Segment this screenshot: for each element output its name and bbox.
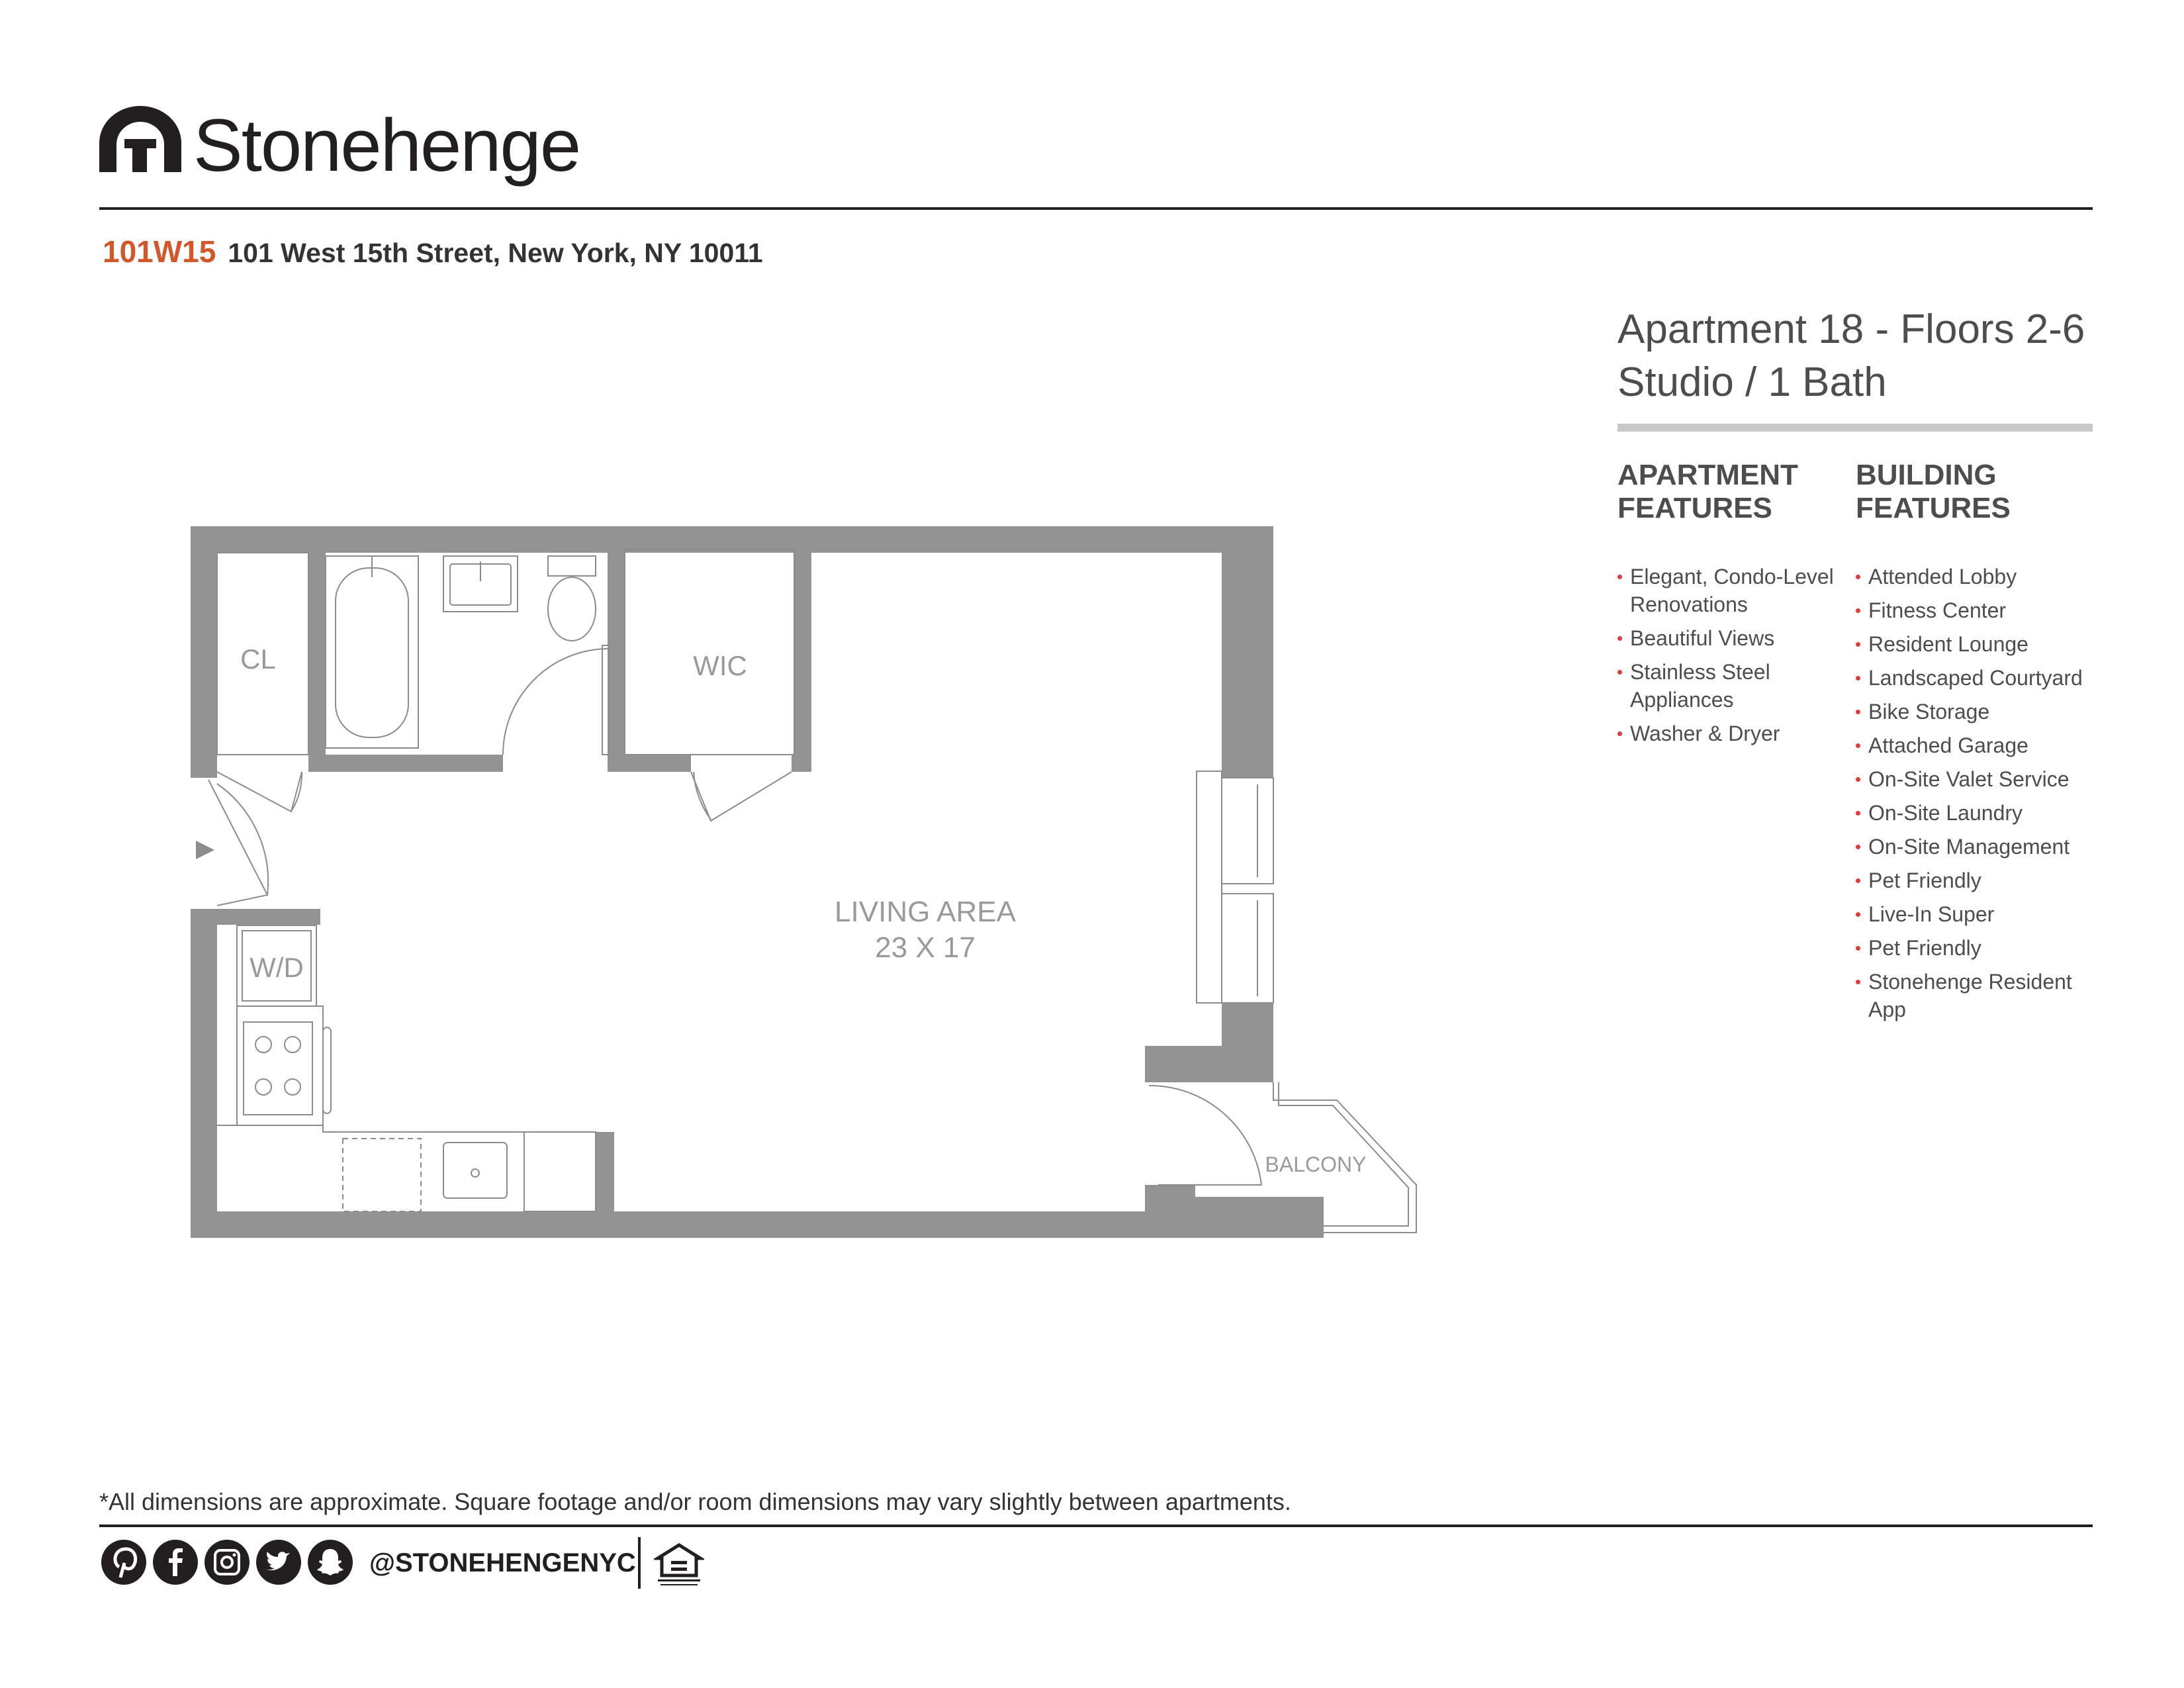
list-item: Washer & Dryer bbox=[1617, 720, 1849, 747]
walk-in-closet-label: WIC bbox=[693, 650, 747, 681]
list-item: On-Site Management bbox=[1856, 833, 2101, 861]
balcony-label: BALCONY bbox=[1265, 1152, 1367, 1176]
closet-label: CL bbox=[240, 643, 276, 675]
list-item: Bike Storage bbox=[1856, 698, 2101, 726]
list-item: Resident Lounge bbox=[1856, 630, 2101, 658]
list-item: Fitness Center bbox=[1856, 596, 2101, 624]
list-item: Beautiful Views bbox=[1617, 624, 1849, 652]
property-code: 101W15 bbox=[103, 234, 216, 269]
footer-divider-line bbox=[99, 1524, 2093, 1527]
list-item: Elegant, Condo-Level Renovations bbox=[1617, 563, 1849, 618]
snapchat-icon[interactable] bbox=[307, 1539, 353, 1585]
list-item: Attended Lobby bbox=[1856, 563, 2101, 590]
brand-name: Stonehenge bbox=[193, 104, 580, 187]
social-handle[interactable]: @STONEHENGENYC bbox=[369, 1548, 636, 1577]
apartment-features-heading-line1: APARTMENT bbox=[1617, 459, 1798, 491]
footer-vertical-divider bbox=[638, 1537, 641, 1589]
living-area-label: LIVING AREA bbox=[835, 896, 1016, 928]
list-item: On-Site Laundry bbox=[1856, 799, 2101, 827]
building-features-heading-line1: BUILDING bbox=[1856, 459, 1997, 491]
equal-housing-opportunity-icon bbox=[654, 1542, 704, 1589]
list-item: Landscaped Courtyard bbox=[1856, 664, 2101, 692]
apartment-title-line1: Apartment 18 - Floors 2-6 bbox=[1617, 306, 2085, 352]
dimensions-disclaimer: *All dimensions are approximate. Square footage and/or room dimensions may vary slightly between apartments. bbox=[99, 1488, 1291, 1515]
washer-dryer-label: W/D bbox=[250, 952, 304, 983]
pinterest-icon[interactable] bbox=[101, 1539, 147, 1585]
twitter-icon[interactable] bbox=[255, 1539, 302, 1585]
list-item: Live-In Super bbox=[1856, 900, 2101, 928]
list-item: On-Site Valet Service bbox=[1856, 765, 2101, 793]
living-area-dimensions: 23 X 17 bbox=[875, 931, 976, 964]
list-item: Attached Garage bbox=[1856, 731, 2101, 759]
list-item: Pet Friendly bbox=[1856, 934, 2101, 962]
entry-arrow-icon bbox=[196, 841, 214, 859]
property-address: 101 West 15th Street, New York, NY 10011 bbox=[228, 238, 763, 268]
instagram-icon[interactable] bbox=[204, 1539, 250, 1585]
list-item: Stainless Steel Appliances bbox=[1617, 658, 1849, 714]
apartment-title-line2: Studio / 1 Bath bbox=[1617, 359, 1887, 405]
walls bbox=[191, 526, 1324, 1238]
list-item: Stonehenge Resident App bbox=[1856, 968, 2101, 1023]
facebook-icon[interactable] bbox=[152, 1539, 199, 1585]
building-features-heading-line2: FEATURES bbox=[1856, 492, 2011, 524]
apartment-features-heading-line2: FEATURES bbox=[1617, 492, 1772, 524]
list-item: Pet Friendly bbox=[1856, 867, 2101, 894]
